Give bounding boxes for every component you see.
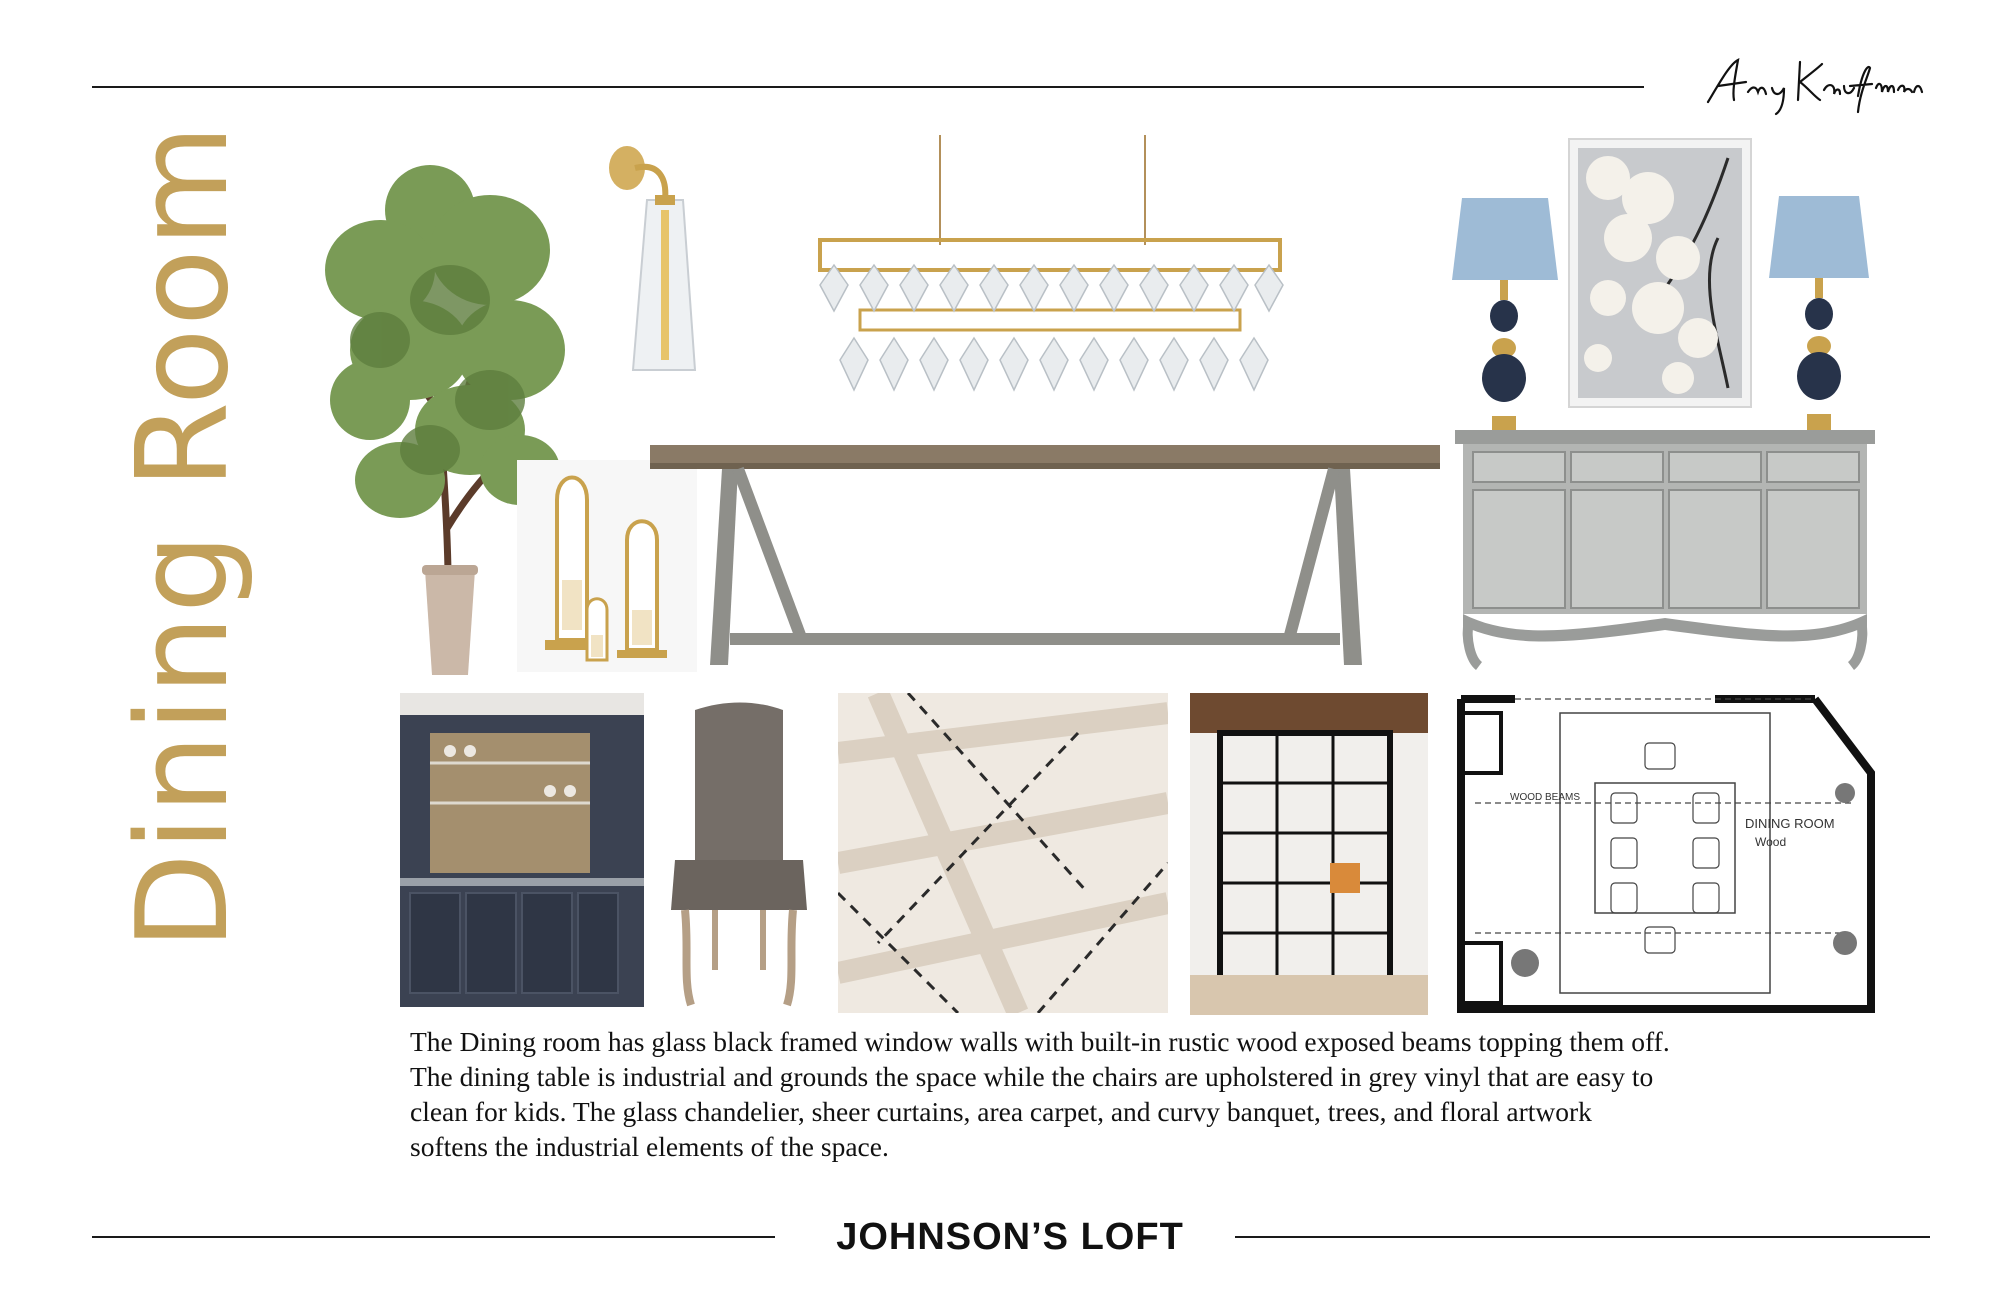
project-title: JOHNSON’S LOFT [836,1216,1184,1258]
area-rug-image [838,693,1168,1013]
description-line: The Dining room has glass black framed window walls with built-in rustic wood exposed beams topping them off. [410,1026,1670,1057]
room-description [410,1024,1870,1164]
floorplan-room-label: DINING ROOM [1745,816,1835,831]
room-title: Dining Room [109,122,256,950]
footer-rule-right [1235,1236,1930,1238]
description-line: softens the industrial elements of the space. [410,1131,889,1162]
designer-signature [1700,52,1930,122]
floor-plan-image [1455,693,1877,1015]
bar-cabinet-image [400,693,644,1007]
chandelier-image [800,135,1300,405]
footer-rule-left [92,1236,775,1238]
floorplan-beams-label: WOOD BEAMS [1510,792,1581,803]
wall-sconce-image [605,140,700,380]
sideboard-image [1455,430,1875,670]
floorplan-floor-label: Wood [1755,835,1787,849]
right-table-lamp-image [1767,196,1872,431]
top-rule [92,86,1644,88]
dining-chair-image [665,700,813,1007]
dining-table-image [650,445,1440,675]
left-table-lamp-image [1450,198,1560,433]
floral-artwork-image [1568,138,1752,408]
description-line: The dining table is industrial and grounds the space while the chairs are upholstered in grey vinyl that are easy to [410,1061,1654,1092]
description-line: clean for kids. The glass chandelier, sheer curtains, area carpet, and curvy banquet, trees, and floral artwork [410,1096,1592,1127]
glass-window-wall-image [1190,693,1428,1015]
